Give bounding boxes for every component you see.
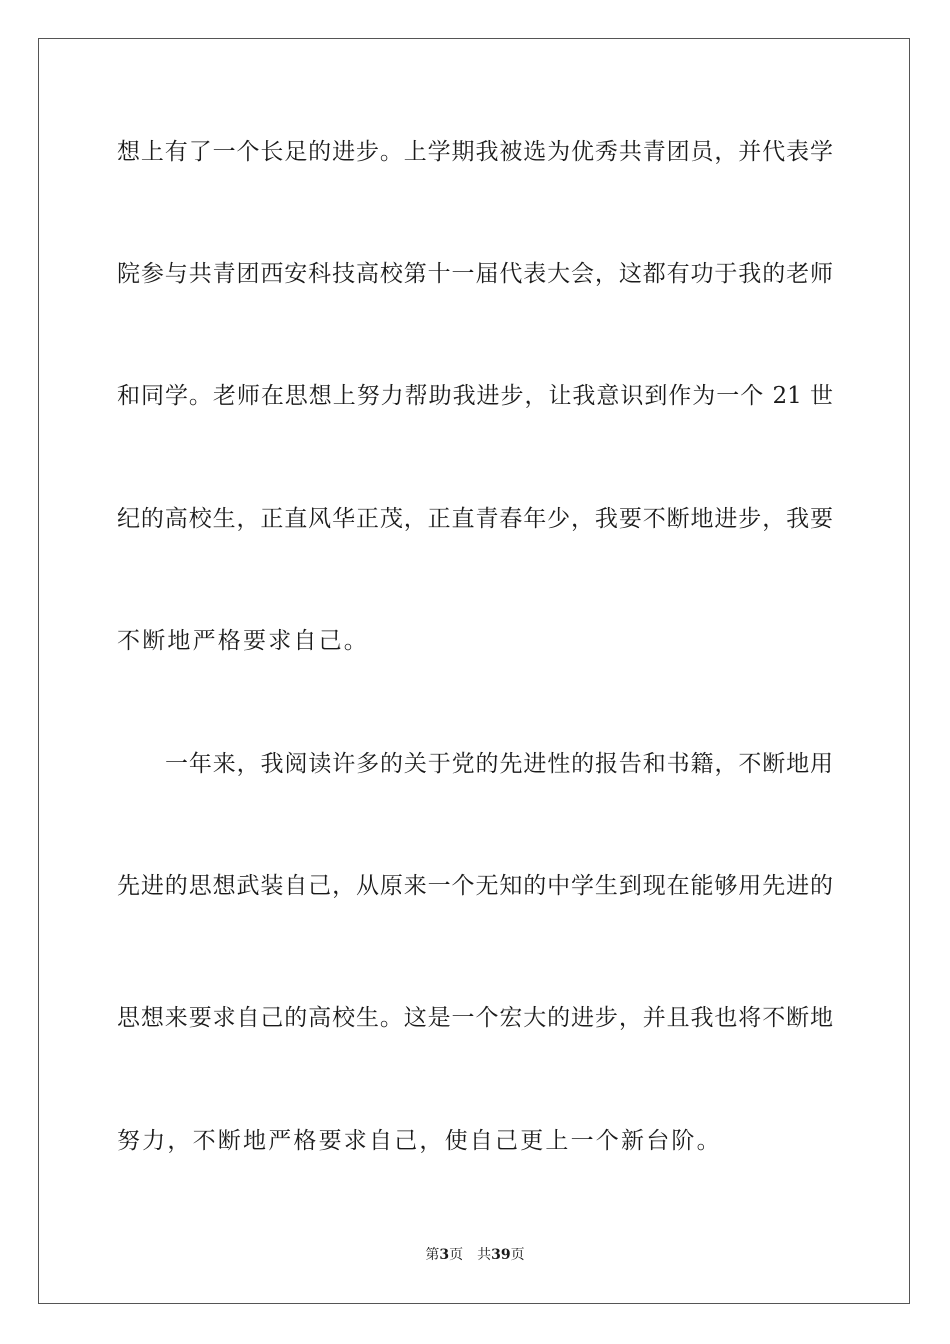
- text-line: 院参与共青团西安科技高校第十一届代表大会，这都有功于我的老师: [117, 261, 833, 287]
- text-line: 不断地严格要求自己。: [117, 628, 369, 654]
- text-line: 努力，不断地严格要求自己，使自己更上一个新台阶。: [117, 1128, 722, 1154]
- page-footer: [0, 1246, 950, 1264]
- text-line: 纪的高校生，正直风华正茂，正直青春年少，我要不断地进步，我要: [117, 506, 833, 532]
- paragraph-first-line: 一年来，我阅读许多的关于党的先进性的报告和书籍，不断地用: [165, 751, 833, 777]
- total-prefix: 共: [477, 1247, 492, 1263]
- page-suffix: 页: [449, 1247, 464, 1263]
- page-number: 3: [439, 1247, 450, 1263]
- text-line: 和同学。老师在思想上努力帮助我进步，让我意识到作为一个 21 世: [117, 383, 833, 409]
- total-pages: 39: [491, 1247, 511, 1263]
- page-prefix: 第: [425, 1247, 440, 1263]
- total-suffix: 页: [510, 1247, 525, 1263]
- text-line: 先进的思想武装自己，从原来一个无知的中学生到现在能够用先进的: [117, 873, 833, 899]
- text-line: 想上有了一个长足的进步。上学期我被选为优秀共青团员，并代表学: [117, 139, 833, 165]
- text-line: 思想来要求自己的高校生。这是一个宏大的进步，并且我也将不断地: [117, 1005, 833, 1031]
- page-border: [38, 38, 910, 1304]
